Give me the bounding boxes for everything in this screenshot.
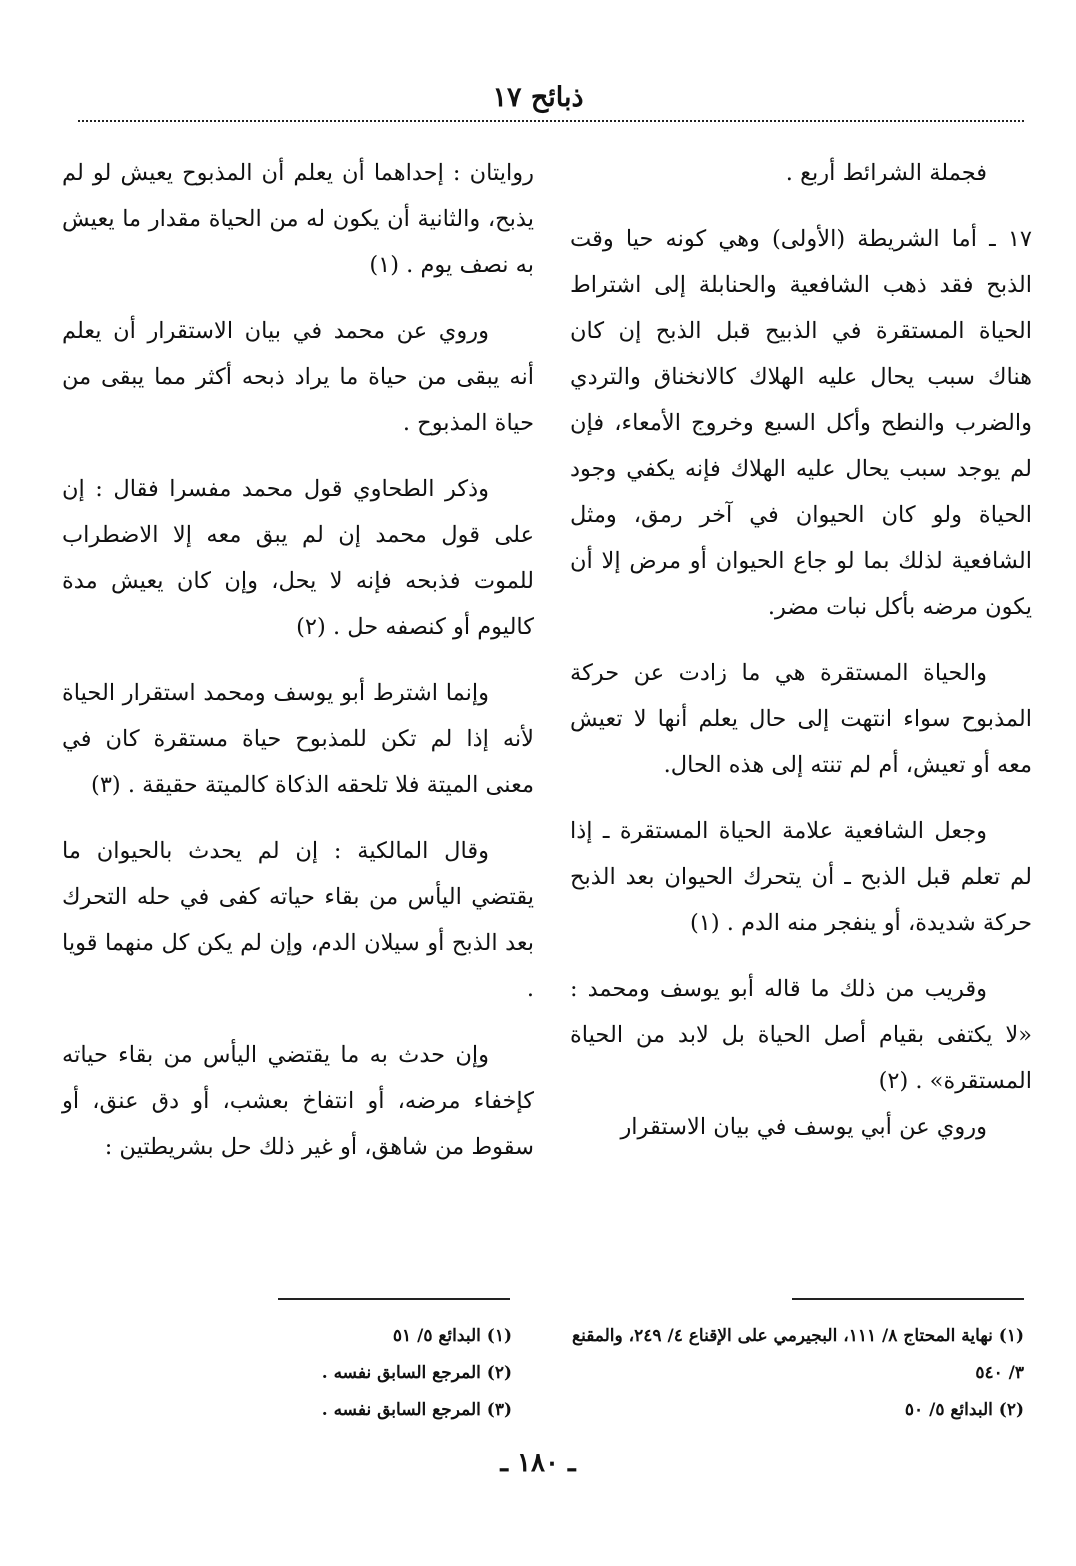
- footnote: (٢) المرجع السابق نفسه .: [321, 1363, 512, 1383]
- footnote-separator: [792, 1298, 1024, 1300]
- right-column: [570, 150, 1032, 1170]
- paragraph: وذكر الطحاوي قول محمد مفسرا فقال : إن على قول محمد إن لم يبق معه إلا الاضطراب للموت فذبحه فإنه لا يحل، وإن كان يعيش مدة كاليوم أو كنصفه حل . (٢): [62, 476, 534, 640]
- footnote: (٣) المرجع السابق نفسه .: [321, 1400, 512, 1420]
- footnote: (١) نهاية المحتاج ٨/ ١١١، البجيرمي على الإقناع ٤/ ٢٤٩، والمقنع ٣/ ٥٤٠: [572, 1326, 1024, 1383]
- paragraph: والحياة المستقرة هي ما زادت عن حركة المذبوح سواء انتهت إلى حال يعلم أنها لا تعيش معه أو تعيش، أم لم تنته إلى هذه الحال.: [570, 660, 1032, 778]
- paragraph: روايتان : إحداهما أن يعلم أن المذبوح يعيش لو لم يذبح، والثانية أن يكون له من الحياة مقدار ما يعيش به نصف يوم . (١): [62, 160, 534, 278]
- footnote: (٢) البدائع ٥/ ٥٠: [904, 1400, 1024, 1420]
- paragraph: فجملة الشرائط أربع .: [785, 160, 987, 186]
- left-column: [62, 150, 534, 1190]
- paragraph: وإنما اشترط أبو يوسف ومحمد استقرار الحياة لأنه إذا لم تكن للمذبوح حياة مستقرة كان في معنى الميتة فلا تلحقه الذكاة كالميتة حقيقة . (٣): [62, 680, 534, 798]
- running-header: ذبائح ١٧: [492, 82, 584, 113]
- paragraph: وروي عن أبي يوسف في بيان الاستقرار: [620, 1114, 987, 1140]
- header-dotted-rule: [78, 120, 1024, 122]
- paragraph: وقريب من ذلك ما قاله أبو يوسف ومحمد : «لا يكتفى بقيام أصل الحياة بل لابد من الحياة المستقرة» . (٢): [570, 976, 1032, 1094]
- paragraph-section-17: ١٧ ـ أما الشريطة (الأولى) وهي كونه حيا وقت الذبح فقد ذهب الشافعية والحنابلة إلى اشتراط الحياة المستقرة في الذبيح قبل الذبح إن كان هناك سبب يحال عليه الهلاك كالانخناق والتردي والضرب والنطح وأكل السبع وخروج الأمعاء، فإن لم يوجد سبب يحال عليه الهلاك فإنه يكفي وجود الحياة ولو كان الحيوان في آخر رمق، ومثل الشافعية لذلك بما لو جاع الحيوان أو مرض إلا أن يكون مرضه بأكل نبات مضر.: [570, 226, 1032, 620]
- paragraph: وروي عن محمد في بيان الاستقرار أن يعلم أنه يبقى من حياة ما يراد ذبحه أكثر مما يبقى من حياة المذبوح .: [62, 318, 534, 436]
- paragraph: وقال المالكية : إن لم يحدث بالحيوان ما يقتضي اليأس من بقاء حياته كفى في حله التحرك بعد الذبح أو سيلان الدم، وإن لم يكن كل منهما قويا .: [62, 838, 534, 1002]
- footnote: (١) البدائع ٥/ ٥١: [392, 1326, 512, 1346]
- paragraph: وجعل الشافعية علامة الحياة المستقرة ـ إذا لم تعلم قبل الذبح ـ أن يتحرك الحيوان بعد الذبح حركة شديدة، أو ينفجر منه الدم . (١): [570, 818, 1032, 936]
- footnotes-left: [62, 1318, 512, 1429]
- footnote-separator: [278, 1298, 510, 1300]
- page-number: ـ ١٨٠ ـ: [500, 1448, 576, 1478]
- footnotes-right: [554, 1318, 1024, 1429]
- paragraph: وإن حدث به ما يقتضي اليأس من بقاء حياته كإخفاء مرضه، أو انتفاخ بعشب، أو دق عنق، أو سقوط من شاهق، أو غير ذلك حل بشريطتين :: [62, 1042, 534, 1160]
